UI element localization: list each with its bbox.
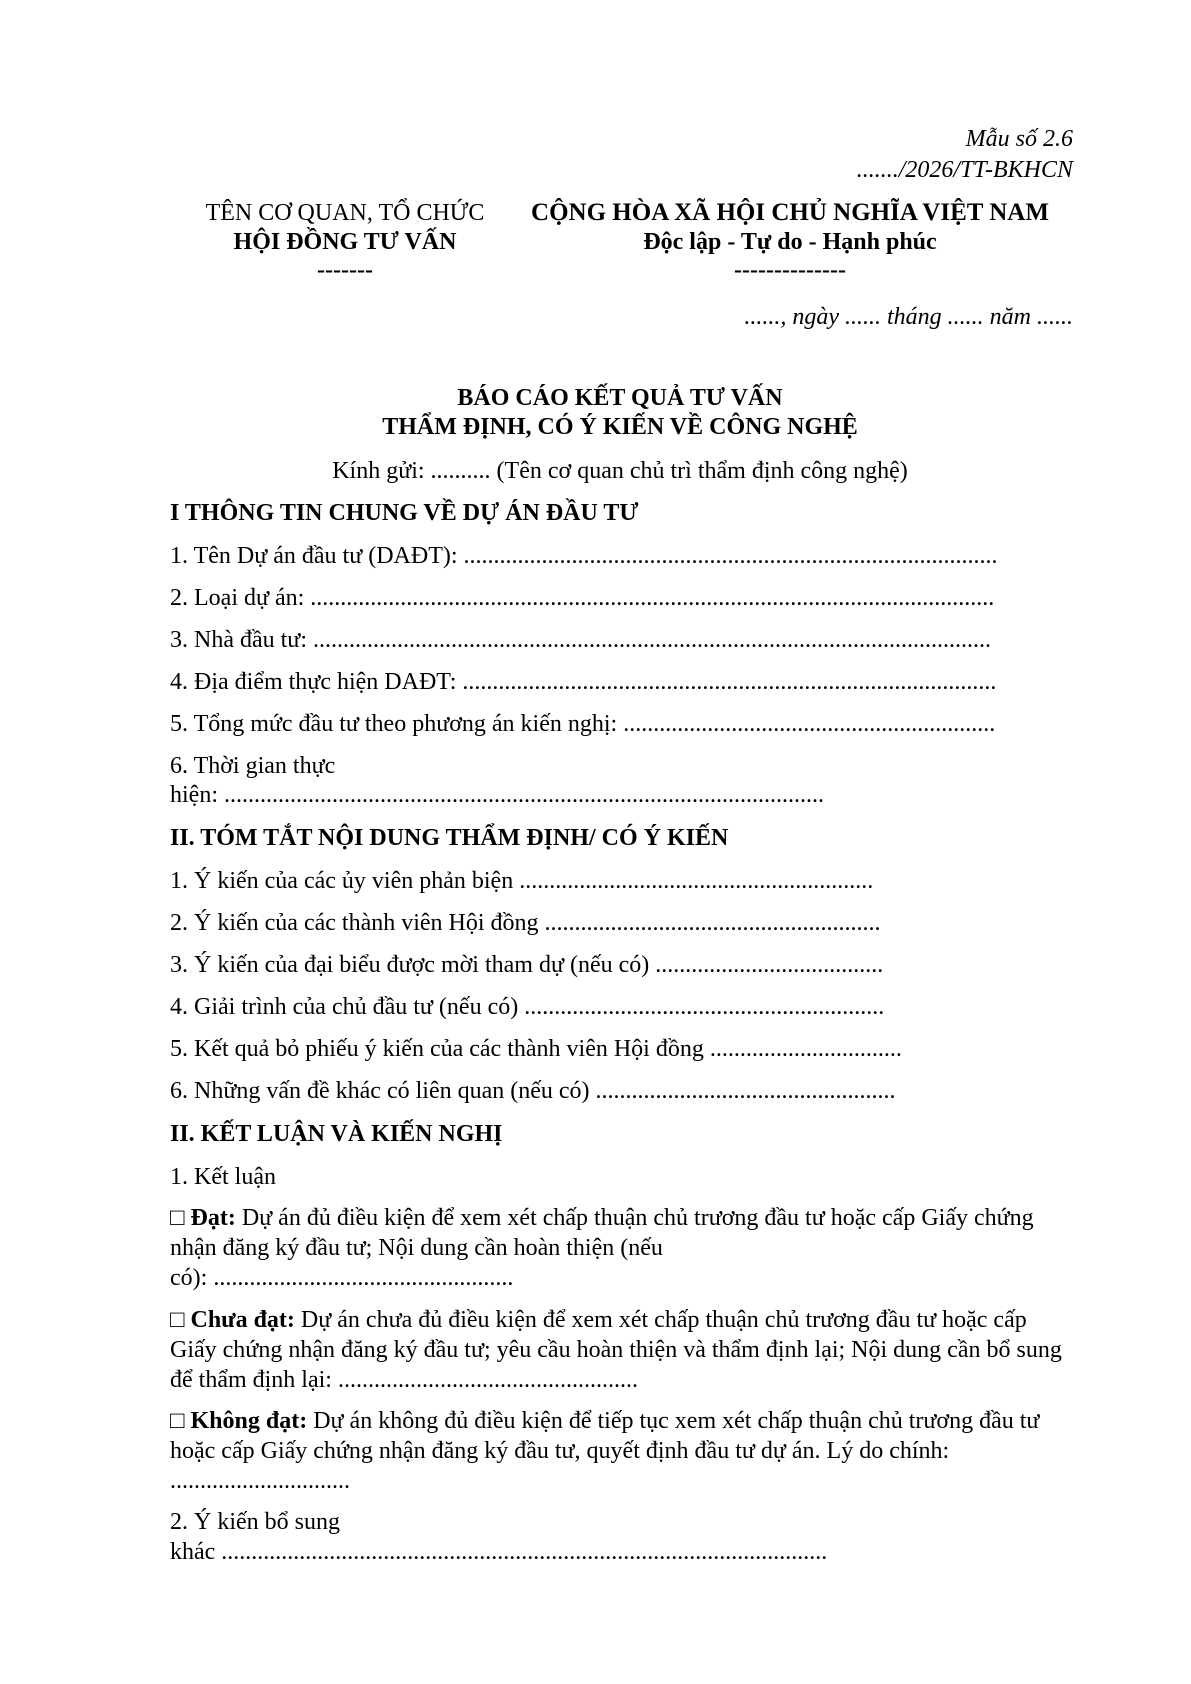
option-fail: [170, 1406, 1070, 1496]
option-pass-label: Đạt:: [190, 1205, 236, 1231]
checkbox-fail[interactable]: □: [170, 1408, 185, 1434]
recipient-line: Kính gửi: .......... (Tên cơ quan chủ trì thẩm định công nghệ): [332, 458, 908, 484]
extra-opinion-label: 2. Ý kiến bổ sung: [170, 1509, 340, 1535]
section1-heading: I THÔNG TIN CHUNG VỀ DỰ ÁN ĐẦU TƯ: [170, 500, 639, 526]
option-not-yet-pass-label: Chưa đạt:: [190, 1307, 295, 1333]
report-title-line2: THẨM ĐỊNH, CÓ Ý KIẾN VỀ CÔNG NGHỆ: [382, 414, 858, 440]
list-item: 2. Ý kiến của các thành viên Hội đồng ........................................................: [170, 910, 881, 936]
list-item: hiện: ....................................................................................................: [170, 782, 824, 808]
option-not-yet-pass: [170, 1305, 1070, 1395]
report-title-line1: BÁO CÁO KẾT QUẢ TƯ VẤN: [457, 385, 783, 411]
org-divider: -------: [317, 257, 373, 283]
list-item: 1. Tên Dự án đầu tư (DAĐT): .........................................................................................: [170, 543, 998, 569]
date-line: ......, ngày ...... tháng ...... năm ......: [744, 304, 1073, 330]
option-pass-text: Dự án đủ điều kiện để xem xét chấp thuận chủ trương đầu tư hoặc cấp Giấy chứng nhận đăng ký đầu tư; Nội dung cần hoàn thiện (nếu: [170, 1205, 1034, 1261]
list-item: 5. Kết quả bỏ phiếu ý kiến của các thành viên Hội đồng ................................: [170, 1036, 902, 1062]
list-item: 4. Địa điểm thực hiện DAĐT: .........................................................................................: [170, 669, 997, 695]
list-item: 6. Thời gian thực: [170, 753, 336, 779]
option-fail-text: Dự án không đủ điều kiện để tiếp tục xem xét chấp thuận chủ trương đầu tư hoặc cấp Giấy chứng nhận đăng ký đầu tư, quyết định đầu tư dự án. Lý do chính: ..............................: [170, 1408, 1040, 1494]
list-item: 1. Ý kiến của các ủy viên phản biện ...........................................................: [170, 868, 874, 894]
list-item: 5. Tổng mức đầu tư theo phương án kiến nghị: ..............................................................: [170, 711, 996, 737]
option-pass: [170, 1203, 1070, 1293]
conclusion-label: 1. Kết luận: [170, 1164, 276, 1190]
list-item: 3. Ý kiến của đại biểu được mời tham dự (nếu có) ......................................: [170, 952, 884, 978]
checkbox-not-yet-pass[interactable]: □: [170, 1307, 185, 1333]
form-number: Mẫu số 2.6: [965, 126, 1073, 152]
national-motto: Độc lập - Tự do - Hạnh phúc: [643, 229, 937, 255]
national-divider: --------------: [734, 257, 846, 283]
section2-heading: II. TÓM TẮT NỘI DUNG THẨM ĐỊNH/ CÓ Ý KIẾN: [170, 825, 729, 851]
list-item: 3. Nhà đầu tư: .................................................................................................................: [170, 627, 991, 653]
option-not-yet-pass-text: Dự án chưa đủ điều kiện để xem xét chấp thuận chủ trương đầu tư hoặc cấp Giấy chứng nhận đăng ký đầu tư; yêu cầu hoàn thiện và thẩm định lại; Nội dung cần bổ sung để thẩm định lại: ..................................................: [170, 1307, 1062, 1393]
list-item: 2. Loại dự án: ..................................................................................................................: [170, 585, 995, 611]
extra-opinion-line: khác .....................................................................................................: [170, 1539, 828, 1565]
option-fail-label: Không đạt:: [190, 1408, 308, 1434]
list-item: 6. Những vấn đề khác có liên quan (nếu có) ..................................................: [170, 1078, 896, 1104]
org-name: TÊN CƠ QUAN, TỔ CHỨC: [205, 200, 485, 226]
circular-reference: ......./2026/TT-BKHCN: [856, 157, 1073, 183]
section3-heading: II. KẾT LUẬN VÀ KIẾN NGHỊ: [170, 1121, 503, 1147]
national-title: CỘNG HÒA XÃ HỘI CHỦ NGHĨA VIỆT NAM: [531, 199, 1049, 226]
list-item: 4. Giải trình của chủ đầu tư (nếu có) ............................................................: [170, 994, 885, 1020]
council-name: HỘI ĐỒNG TƯ VẤN: [233, 229, 457, 255]
option-pass-fill: có): ..................................................: [170, 1265, 514, 1291]
checkbox-pass[interactable]: □: [170, 1205, 185, 1231]
